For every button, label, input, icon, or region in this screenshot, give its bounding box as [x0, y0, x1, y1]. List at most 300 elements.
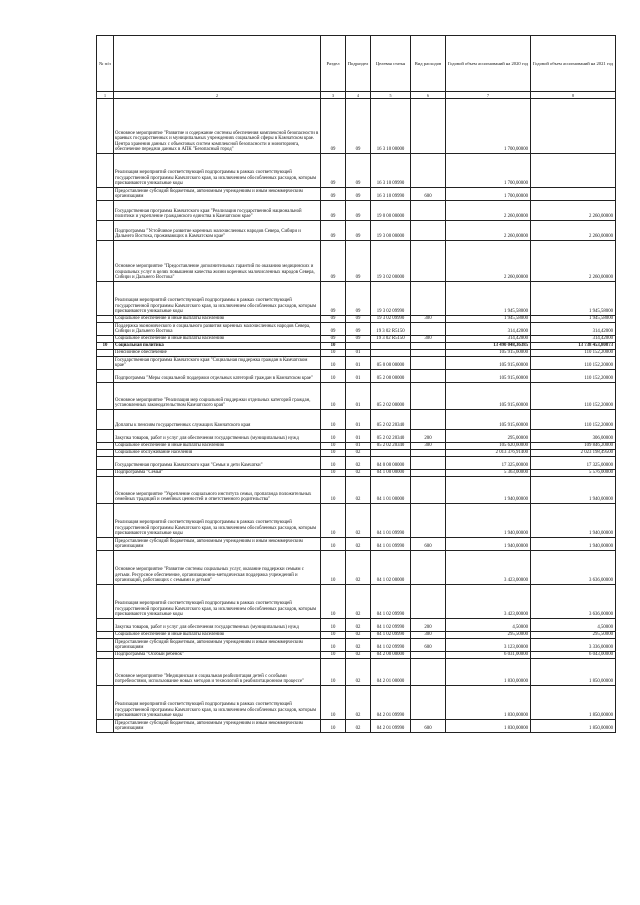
row-sum-2020: 1 945,58000 [446, 316, 531, 323]
row-expense-type [411, 457, 446, 470]
row-section: 10 [321, 410, 346, 430]
row-subsection: 09 [346, 282, 371, 316]
row-section: 09 [321, 188, 346, 201]
table-row [97, 720, 616, 733]
row-section: 09 [321, 323, 346, 336]
row-sum-2021: 314,42000 [531, 336, 616, 343]
row-expense-type: 200 [411, 430, 446, 443]
row-sum-2020: 1 830,00000 [446, 720, 531, 733]
row-section: 10 [321, 350, 346, 357]
row-sum-2020: 3 423,00000 [446, 585, 531, 619]
row-expense-type [411, 477, 446, 504]
table-row [97, 538, 616, 551]
row-name: Предоставление субсидий бюджетным, автономным учреждениям и иным некоммерческим организациям [114, 188, 321, 201]
row-expense-type [411, 659, 446, 686]
budget-table-page [96, 35, 615, 733]
row-section: 09 [321, 282, 346, 316]
row-sum-2021 [531, 154, 616, 188]
table-row [97, 430, 616, 443]
row-sum-2020: 105 915,60000 [446, 383, 531, 410]
row-target-article: 05 0 00 00000 [371, 357, 411, 370]
row-name: Подпрограмма "Устойчивое развитие коренных малочисленных народов Севера, Сибири и Дальнего Востока, проживающих в Камчатском крае" [114, 221, 321, 241]
table-row [97, 343, 616, 350]
row-expense-type [411, 350, 446, 357]
row-sum-2021: 306,00000 [531, 430, 616, 443]
row-target-article: 04 2 00 00000 [371, 652, 411, 659]
row-number [97, 551, 114, 585]
row-section: 10 [321, 450, 346, 457]
row-name: Основное мероприятие "Развитие системы социальных услуг, оказание поддержки семьям с детьми. Ресурсное обеспечение, организационно-методическая поддержка учреждений и организаций, работающих с семьями и детьми" [114, 551, 321, 585]
row-section: 10 [321, 343, 346, 350]
row-target-article: 19 3 02 R5150 [371, 323, 411, 336]
row-subsection: 09 [346, 188, 371, 201]
table-row [97, 282, 616, 316]
row-target-article: 19 3 02 00000 [371, 241, 411, 282]
row-target-article: 05 2 02 00000 [371, 383, 411, 410]
table-row [97, 443, 616, 450]
row-expense-type [411, 99, 446, 154]
row-sum-2021: 2 023 198,49500 [531, 450, 616, 457]
row-subsection: 09 [346, 336, 371, 343]
row-sum-2021: 109 846,20000 [531, 443, 616, 450]
row-section: 10 [321, 659, 346, 686]
row-target-article: 16 3 10 09990 [371, 154, 411, 188]
row-number [97, 336, 114, 343]
row-subsection: 01 [346, 357, 371, 370]
row-sum-2021: 1 940,00000 [531, 477, 616, 504]
row-sum-2020: 3 423,00000 [446, 551, 531, 585]
row-section: 10 [321, 585, 346, 619]
row-section: 09 [321, 201, 346, 221]
row-name: Реализация мероприятий соответствующей подпрограммы в рамках соответствующей государственной программы Камчатского края, за исключением обособленных расходов, которым присваиваются уникальные коды [114, 686, 321, 720]
budget-table [96, 35, 616, 733]
row-subsection: 02 [346, 551, 371, 585]
row-name: Социальное обеспечение и иные выплаты населению [114, 336, 321, 343]
row-subsection: 01 [346, 430, 371, 443]
row-target-article: 05 2 02 20340 [371, 410, 411, 430]
table-row [97, 188, 616, 201]
row-section: 10 [321, 504, 346, 538]
row-number [97, 450, 114, 457]
row-target-article: 16 3 10 09990 [371, 188, 411, 201]
table-row [97, 154, 616, 188]
row-sum-2021: 110 152,20000 [531, 370, 616, 383]
row-name: Подпрограмма "Семья" [114, 470, 321, 477]
row-name: Подпрограмма "Особый ребенок" [114, 652, 321, 659]
row-sum-2020: 105 915,60000 [446, 370, 531, 383]
row-number [97, 639, 114, 652]
row-sum-2021: 2 260,00000 [531, 221, 616, 241]
col-index: 2 [114, 92, 321, 99]
row-sum-2020: 2 013 376,91400 [446, 450, 531, 457]
row-subsection [346, 343, 371, 350]
row-subsection: 02 [346, 538, 371, 551]
row-sum-2020: 1 700,00000 [446, 154, 531, 188]
row-section: 09 [321, 221, 346, 241]
row-section: 10 [321, 383, 346, 410]
header-target: Целевая статья [371, 36, 411, 92]
row-sum-2021: 3 636,00000 [531, 585, 616, 619]
row-section: 09 [321, 154, 346, 188]
row-subsection: 02 [346, 585, 371, 619]
row-expense-type [411, 383, 446, 410]
row-name: Предоставление субсидий бюджетным, автономным учреждениям и иным некоммерческим организациям [114, 538, 321, 551]
row-sum-2021: 110 152,20000 [531, 383, 616, 410]
row-expense-type [411, 343, 446, 350]
row-expense-type: 300 [411, 336, 446, 343]
row-section: 10 [321, 443, 346, 450]
row-sum-2021 [531, 188, 616, 201]
row-expense-type: 300 [411, 316, 446, 323]
row-target-article: 19 0 00 00000 [371, 201, 411, 221]
header-expense: Вид расходов [411, 36, 446, 92]
row-sum-2021: 1 945,58000 [531, 316, 616, 323]
row-sum-2021: 1 850,00000 [531, 659, 616, 686]
row-expense-type [411, 323, 446, 336]
row-sum-2020: 2 260,00000 [446, 201, 531, 221]
table-row [97, 201, 616, 221]
row-target-article: 19 3 02 09990 [371, 282, 411, 316]
row-target-article: 05 2 00 00000 [371, 370, 411, 383]
row-sum-2020: 314,42000 [446, 323, 531, 336]
row-sum-2020: 17 325,00000 [446, 457, 531, 470]
row-target-article: 04 1 02 00000 [371, 551, 411, 585]
row-sum-2020: 1 940,00000 [446, 538, 531, 551]
row-number [97, 410, 114, 430]
table-row [97, 659, 616, 686]
row-subsection: 01 [346, 383, 371, 410]
row-section: 10 [321, 357, 346, 370]
row-target-article: 04 1 01 09990 [371, 504, 411, 538]
row-sum-2020: 2 260,00000 [446, 241, 531, 282]
row-sum-2020: 105 915,60000 [446, 410, 531, 430]
row-section: 09 [321, 336, 346, 343]
table-row [97, 336, 616, 343]
row-sum-2021: 1 940,00000 [531, 538, 616, 551]
row-sum-2021: 3 636,00000 [531, 551, 616, 585]
row-name: Реализация мероприятий соответствующей подпрограммы в рамках соответствующей государственной программы Камчатского края, за исключением обособленных расходов, которым присваиваются уникальные коды [114, 282, 321, 316]
row-sum-2021: 295,50000 [531, 632, 616, 639]
table-row [97, 241, 616, 282]
row-sum-2021: 110 152,20000 [531, 350, 616, 357]
row-sum-2021: 1 850,00000 [531, 720, 616, 733]
row-number [97, 241, 114, 282]
row-number [97, 443, 114, 450]
row-name: Реализация мероприятий соответствующей подпрограммы в рамках соответствующей государственной программы Камчатского края, за исключением обособленных расходов, которым присваиваются уникальные коды [114, 585, 321, 619]
row-expense-type [411, 504, 446, 538]
header-sum-2020: Годовой объем ассигнований на 2020 год [446, 36, 531, 92]
row-subsection: 09 [346, 201, 371, 221]
row-number [97, 477, 114, 504]
row-number [97, 316, 114, 323]
row-target-article: 04 2 01 09990 [371, 686, 411, 720]
row-subsection: 02 [346, 450, 371, 457]
row-expense-type [411, 686, 446, 720]
row-target-article: 04 1 00 00000 [371, 470, 411, 477]
row-number [97, 221, 114, 241]
table-row [97, 551, 616, 585]
col-index: 1 [97, 92, 114, 99]
row-target-article: 04 1 02 09990 [371, 632, 411, 639]
table-body [97, 99, 616, 733]
row-number [97, 201, 114, 221]
row-expense-type [411, 551, 446, 585]
row-expense-type: 200 [411, 619, 446, 632]
row-section: 10 [321, 538, 346, 551]
row-target-article: 04 2 01 09990 [371, 720, 411, 733]
row-expense-type [411, 154, 446, 188]
row-subsection: 02 [346, 639, 371, 652]
row-name: Реализация мероприятий соответствующей подпрограммы в рамках соответствующей государственной программы Камчатского края, за исключением обособленных расходов, которым присваиваются уникальные коды [114, 504, 321, 538]
row-target-article [371, 343, 411, 350]
row-sum-2020: 105 915,60000 [446, 350, 531, 357]
row-number [97, 585, 114, 619]
row-name: Государственная программа Камчатского края "Реализация государственной национальной политики и укрепление гражданского единства в Камчатском крае" [114, 201, 321, 221]
row-sum-2020: 3 123,00000 [446, 639, 531, 652]
row-subsection: 02 [346, 720, 371, 733]
table-row [97, 357, 616, 370]
row-number [97, 154, 114, 188]
row-expense-type: 600 [411, 538, 446, 551]
row-target-article: 04 1 02 09990 [371, 585, 411, 619]
row-name: Закупка товаров, работ и услуг для обеспечения государственных (муниципальных) нужд [114, 430, 321, 443]
table-row [97, 470, 616, 477]
table-row [97, 619, 616, 632]
row-expense-type: 300 [411, 443, 446, 450]
row-subsection: 09 [346, 316, 371, 323]
row-number [97, 504, 114, 538]
row-subsection: 02 [346, 652, 371, 659]
row-sum-2020: 5 363,00000 [446, 470, 531, 477]
row-subsection: 01 [346, 350, 371, 357]
row-name: Основное мероприятие "Укрепление социального института семьи, пропаганда положительных семейных традиций и семейных ценностей и ответственного родительства" [114, 477, 321, 504]
row-expense-type: 600 [411, 639, 446, 652]
row-name: Государственная программа Камчатского края "Семья и дети Камчатки" [114, 457, 321, 470]
row-target-article: 19 3 00 00000 [371, 221, 411, 241]
row-sum-2021: 17 325,00000 [531, 457, 616, 470]
row-name: Доплаты к пенсиям государственных служащих Камчатского края [114, 410, 321, 430]
row-subsection: 09 [346, 221, 371, 241]
row-expense-type [411, 201, 446, 221]
row-expense-type [411, 652, 446, 659]
row-sum-2021: 110 152,20000 [531, 410, 616, 430]
row-sum-2020: 1 700,00000 [446, 99, 531, 154]
table-row [97, 350, 616, 357]
row-number [97, 357, 114, 370]
row-expense-type [411, 357, 446, 370]
column-index-row [97, 92, 616, 99]
row-number [97, 323, 114, 336]
row-section: 10 [321, 720, 346, 733]
row-target-article: 19 3 02 09990 [371, 316, 411, 323]
row-sum-2021: 314,42000 [531, 323, 616, 336]
row-expense-type [411, 585, 446, 619]
row-sum-2020: 1 940,00000 [446, 477, 531, 504]
row-number [97, 188, 114, 201]
row-number [97, 720, 114, 733]
row-name: Социальная политика [114, 343, 321, 350]
row-number [97, 470, 114, 477]
row-subsection: 02 [346, 504, 371, 538]
row-number [97, 99, 114, 154]
row-number [97, 383, 114, 410]
row-target-article: 04 1 01 09990 [371, 538, 411, 551]
table-row [97, 585, 616, 619]
row-sum-2021 [531, 99, 616, 154]
row-name: Социальное обеспечение и иные выплаты населению [114, 316, 321, 323]
header-section: Раздел [321, 36, 346, 92]
row-sum-2020: 295,50000 [446, 632, 531, 639]
row-section: 10 [321, 370, 346, 383]
row-name: Подпрограмма "Меры социальной поддержки отдельных категорий граждан в Камчатском крае" [114, 370, 321, 383]
header-subsection: Подраздел [346, 36, 371, 92]
row-expense-type [411, 282, 446, 316]
row-number [97, 686, 114, 720]
row-target-article: 05 2 02 20340 [371, 443, 411, 450]
row-sum-2021: 2 260,00000 [531, 201, 616, 221]
row-name: Основное мероприятие "Развитие и содержание системы обеспечения комплексной безопасности в краевых государственных и муниципальных учреждениях социальной сферы в Камчатском крае. Центра хранения данных с объектовых систем комплексной безопасности и мониторинга, обеспечение передачи данных в АПК "Безопасный город" [114, 99, 321, 154]
row-subsection: 02 [346, 686, 371, 720]
row-number [97, 619, 114, 632]
row-target-article [371, 350, 411, 357]
row-subsection: 02 [346, 659, 371, 686]
row-subsection: 01 [346, 370, 371, 383]
table-row [97, 99, 616, 154]
header-num: № п/п [97, 36, 114, 92]
row-number [97, 430, 114, 443]
row-subsection: 02 [346, 632, 371, 639]
table-row [97, 457, 616, 470]
row-sum-2020: 295,00000 [446, 430, 531, 443]
row-expense-type: 300 [411, 632, 446, 639]
header-row [97, 36, 616, 92]
row-subsection: 02 [346, 470, 371, 477]
table-row [97, 504, 616, 538]
row-sum-2020: 1 830,00000 [446, 659, 531, 686]
row-expense-type [411, 470, 446, 477]
row-sum-2021: 1 850,00000 [531, 686, 616, 720]
row-name: Основное мероприятие "Медицинская и социальная реабилитация детей с особыми потребностями, использование новых методов и технологий в реабилитационном процессе" [114, 659, 321, 686]
row-sum-2021: 3 336,00000 [531, 639, 616, 652]
row-name: Поддержка экономического и социального развития коренных малочисленных народов Севера, Сибири и Дальнего Востока [114, 323, 321, 336]
row-section: 09 [321, 316, 346, 323]
row-expense-type [411, 410, 446, 430]
row-sum-2020: 1 940,00000 [446, 504, 531, 538]
row-number [97, 370, 114, 383]
row-name: Реализация мероприятий соответствующей подпрограммы в рамках соответствующей государственной программы Камчатского края, за исключением обособленных расходов, которым присваиваются уникальные коды [114, 154, 321, 188]
row-number [97, 652, 114, 659]
header-sum-2021: Годовой объем ассигнований на 2021 год [531, 36, 616, 92]
table-row [97, 632, 616, 639]
row-sum-2020: 1 700,00000 [446, 188, 531, 201]
row-sum-2020: 105 915,60000 [446, 357, 531, 370]
col-index: 7 [446, 92, 531, 99]
row-sum-2021: 13 738 453,80873 [531, 343, 616, 350]
row-name: Пенсионное обеспечение [114, 350, 321, 357]
row-number [97, 538, 114, 551]
row-number [97, 659, 114, 686]
row-sum-2020: 4,50000 [446, 619, 531, 632]
col-index: 6 [411, 92, 446, 99]
row-number [97, 282, 114, 316]
row-expense-type: 600 [411, 720, 446, 733]
row-expense-type [411, 370, 446, 383]
row-target-article: 16 3 10 00000 [371, 99, 411, 154]
row-section: 10 [321, 551, 346, 585]
row-target-article: 05 2 02 20340 [371, 430, 411, 443]
row-section: 09 [321, 241, 346, 282]
row-number [97, 632, 114, 639]
row-section: 10 [321, 686, 346, 720]
row-subsection: 09 [346, 323, 371, 336]
row-sum-2020: 1 830,00000 [446, 686, 531, 720]
row-sum-2021: 1 940,00000 [531, 504, 616, 538]
row-subsection: 02 [346, 477, 371, 504]
row-name: Государственная программа Камчатского края "Социальная поддержка граждан в Камчатском крае" [114, 357, 321, 370]
row-section: 10 [321, 430, 346, 443]
col-index: 3 [321, 92, 346, 99]
row-sum-2020: 1 945,58000 [446, 282, 531, 316]
row-name: Основное мероприятие "Реализация мер социальной поддержки отдельных категорий граждан, установленных законодательством Камчатского края" [114, 383, 321, 410]
row-sum-2021: 4,50000 [531, 619, 616, 632]
row-section: 10 [321, 470, 346, 477]
row-expense-type [411, 450, 446, 457]
row-section: 10 [321, 457, 346, 470]
row-sum-2020: 13 490 048,36385 [446, 343, 531, 350]
table-row [97, 639, 616, 652]
row-sum-2021: 5 576,00000 [531, 470, 616, 477]
table-row [97, 686, 616, 720]
col-index: 4 [346, 92, 371, 99]
table-row [97, 383, 616, 410]
col-index: 8 [531, 92, 616, 99]
row-subsection: 09 [346, 154, 371, 188]
row-subsection: 02 [346, 619, 371, 632]
row-number: 10 [97, 343, 114, 350]
row-sum-2021: 110 152,20000 [531, 357, 616, 370]
row-section: 10 [321, 477, 346, 504]
row-sum-2020: 6 031,00000 [446, 652, 531, 659]
row-subsection: 01 [346, 443, 371, 450]
table-row [97, 410, 616, 430]
row-target-article: 04 1 02 09990 [371, 639, 411, 652]
table-row [97, 450, 616, 457]
table-row [97, 323, 616, 336]
table-row [97, 370, 616, 383]
row-section: 10 [321, 619, 346, 632]
row-target-article: 04 2 01 00000 [371, 659, 411, 686]
row-expense-type [411, 221, 446, 241]
row-sum-2020: 105 620,60000 [446, 443, 531, 450]
row-target-article: 04 1 02 09990 [371, 619, 411, 632]
row-section: 10 [321, 632, 346, 639]
row-target-article [371, 450, 411, 457]
row-sum-2021: 1 945,58000 [531, 282, 616, 316]
row-subsection: 09 [346, 241, 371, 282]
row-sum-2021: 2 260,00000 [531, 241, 616, 282]
row-target-article: 19 3 02 R5150 [371, 336, 411, 343]
row-target-article: 04 0 00 00000 [371, 457, 411, 470]
row-section: 10 [321, 652, 346, 659]
row-sum-2021: 6 043,00000 [531, 652, 616, 659]
row-subsection: 02 [346, 457, 371, 470]
row-subsection: 01 [346, 410, 371, 430]
row-sum-2020: 2 260,00000 [446, 221, 531, 241]
row-name: Социальное обеспечение и иные выплаты населению [114, 632, 321, 639]
row-section: 10 [321, 639, 346, 652]
col-index: 5 [371, 92, 411, 99]
row-name: Основное мероприятие "Предоставление дополнительных гарантий по оказанию медицинских и социальных услуг в целях повышения качества жизни коренных малочисленных народов Севера, Сибири и Дальнего Востока" [114, 241, 321, 282]
